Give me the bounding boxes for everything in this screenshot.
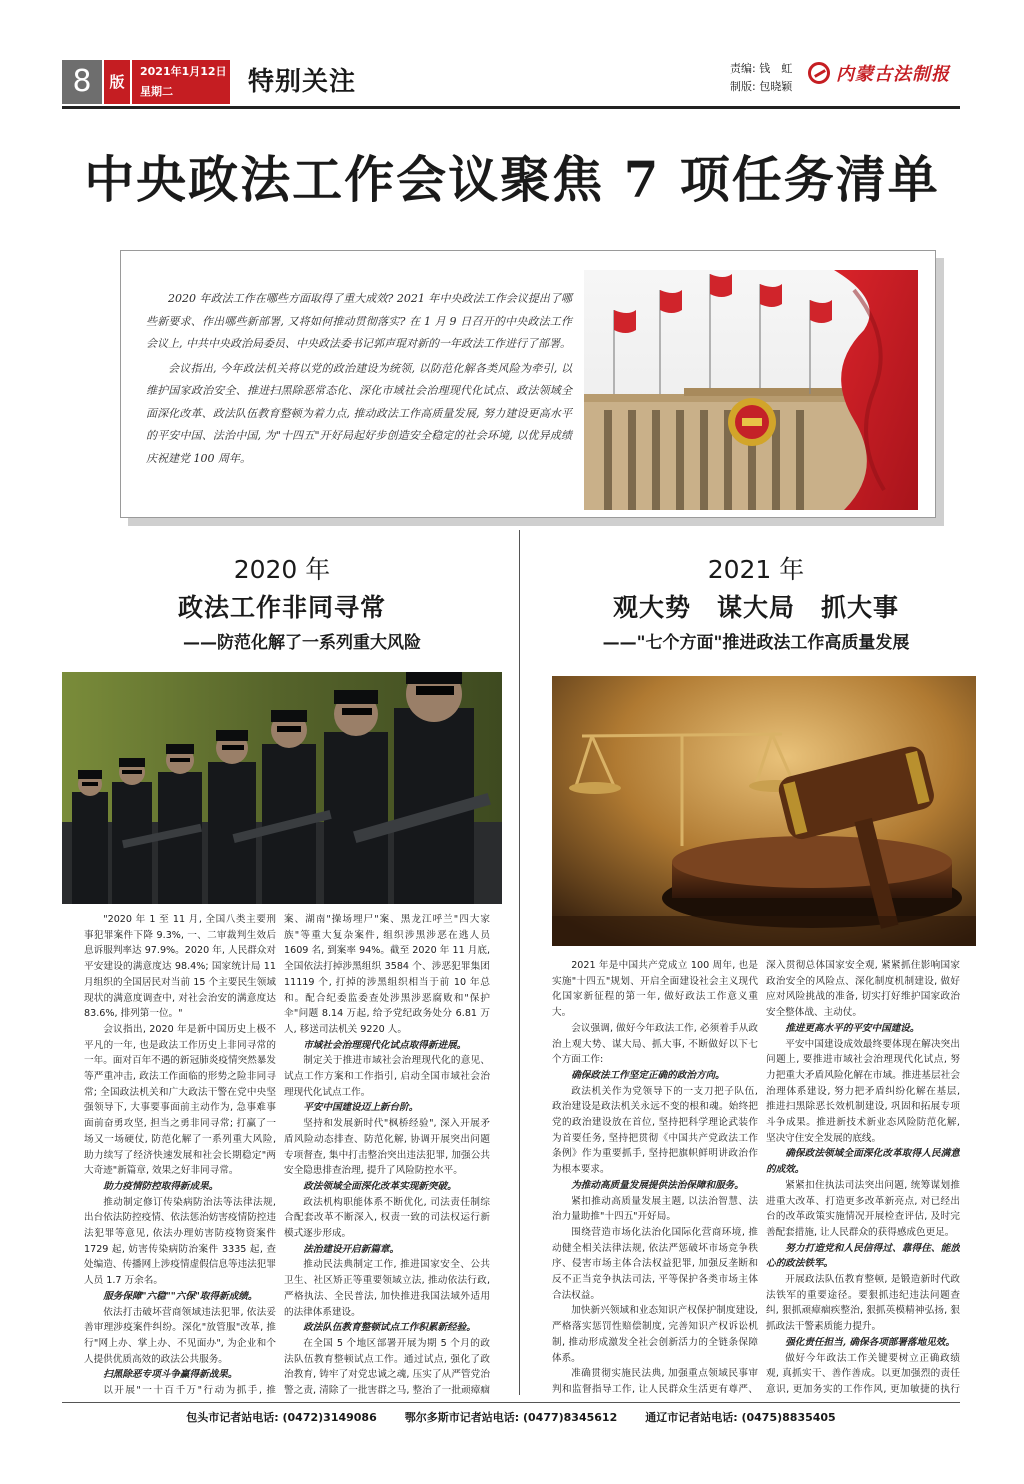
- left-section-head: [62, 552, 502, 658]
- body-paragraph: 推动民法典制定工作, 推进国家安全、公共卫生、社区矫正等重要领域立法, 推动依法行政, 严格执法、全民普法, 加快推进我国法域外适用的法律体系建设。: [284, 1259, 490, 1318]
- left-section-subtitle: ——防范化解了一系列重大风险: [183, 633, 421, 653]
- body-subhead: 强化责任担当, 确保各项部署落地见效。: [785, 1336, 955, 1348]
- left-body-col-1: [84, 912, 276, 1396]
- body-paragraph: 坚持和发展新时代"枫桥经验", 深入开展矛盾风险动态排查、防范化解, 协调开展突出问题专项督查, 集中打击整治突出违法犯罪, 加强公共安全隐患排查治理, 提升了风险防控水平。: [284, 1118, 490, 1177]
- body-paragraph: 案、湖南"操场埋尸"案、黑龙江呼兰"四大家族"等重大复杂案件, 组织涉黑涉恶在逃人员 1609 名, 到案率 94%。截至 2020 年 11 月底, 全国依法打掉涉黑组织 3584 个、涉恶犯罪集团 11119 个, 打掉的涉黑组织相当于前 10 年总和。配合纪委监委查处涉黑涉恶腐败和"保护伞"问题 8.14 万起, 给予党纪政务处分 6.81 万人, 移送司法机关 9220 人。: [284, 914, 490, 1035]
- left-section-year: 2020 年: [233, 555, 331, 584]
- date-box: [132, 60, 230, 104]
- body-paragraph: 政法机构职能体系不断优化, 司法责任制综合配套改革不断深入, 权责一致的司法权运行新模式逐步形成。: [284, 1196, 490, 1240]
- body-paragraph: 准确贯彻实施民法典, 加强重点领域民事审判和监督指导工作, 让人民群众生活更有尊严、: [552, 1368, 758, 1395]
- body-subhead: 法治建设开启新篇章。: [303, 1243, 400, 1255]
- body-subhead: 为推动高质量发展提供法治保障和服务。: [571, 1179, 744, 1191]
- body-subhead: 努力打造党和人民信得过、靠得住、能放心的政法铁军。: [766, 1242, 960, 1270]
- body-subhead: 服务保障"六稳""六保"取得新成绩。: [103, 1290, 258, 1302]
- body-paragraph: 在全国 5 个地区部署开展为期 5 个月的政法队伍教育整顿试点工作。通过试点, 强化了政治教育, 铸牢了对党忠诚之魂, 压实了从严管党治警之责, 清除了一批害群之马, 整治了一批顽瘴痼: [284, 1337, 490, 1396]
- left-body-col-2: [284, 912, 490, 1396]
- column-divider: [519, 530, 520, 1395]
- body-paragraph: 推动制定修订传染病防治法等法律法规, 出台依法防控疫情、依法惩治妨害疫情防控违法犯罪等意见, 依法办理妨害防疫物资案件 1729 起, 妨害传染病防治案件 3335 起, 查处编造、传播网上涉疫情虚假信息等违法犯罪人员 1.7 万余名。: [84, 1196, 276, 1287]
- body-paragraph: 平安中国建设成效最终要体现在解决突出问题上, 要推进市域社会治理现代化试点, 努力把重大矛盾风险化解在市域。推进基层社会治理体系建设, 努力把矛盾纠纷化解在基层, 推进扫黑除恶长效机制建设, 巩固和拓展专项斗争成果。推进新技术新业态风险防范化解, 坚决守住安全发展的底线。: [766, 1038, 960, 1144]
- footer-contact-tongliao: 通辽市记者站电话: (0475)8835405: [645, 1411, 836, 1424]
- lead-text: [146, 288, 572, 470]
- issue-weekday: 星期二: [140, 85, 173, 98]
- body-paragraph: 依法打击破坏营商领域违法犯罪, 依法妥善审理涉疫案件纠纷。深化"放管服"改革, 推行"网上办、掌上办、不见面办", 为企业和个人提供优质高效的政法公共服务。: [84, 1306, 276, 1365]
- gavel-photo: [552, 676, 976, 946]
- body-paragraph: 做好今年政法工作关键要树立正确政绩观, 真抓实干、善作善成。以更加强烈的责任意识, 更加务实的工作作风, 更加敏捷的执行: [766, 1352, 960, 1395]
- footer-contact-baotou: 包头市记者站电话: (0472)3149086: [186, 1411, 377, 1424]
- section-title: 特别关注: [248, 67, 357, 97]
- footer-contact-ordos: 鄂尔多斯市记者站电话: (0477)8345612: [404, 1411, 618, 1424]
- gavel-image: [552, 676, 976, 946]
- footer-rule: [62, 1402, 960, 1403]
- body-paragraph: 会议强调, 做好今年政法工作, 必须着手从政治上观大势、谋大局、抓大事, 不断做好以下七个方面工作:: [552, 1022, 758, 1066]
- page-suffix: 版: [104, 60, 130, 104]
- right-section-head: [536, 552, 976, 658]
- headline: 中央政法工作会议聚焦 7 项任务清单: [84, 150, 940, 209]
- body-paragraph: 2021 年是中国共产党成立 100 周年, 也是实施"十四五"规划、开启全面建设社会主义现代化国家新征程的第一年, 做好政法工作意义重大。: [552, 960, 758, 1019]
- editor-name: 责编: 钱 虹: [730, 62, 793, 75]
- issue-date: 2021年1月12日: [140, 65, 227, 78]
- lead-paragraph: 会议指出, 今年政法机关将以党的政治建设为统领, 以防范化解各类风险为牵引, 以维护国家政治安全、推进扫黑除恶常态化、深化市域社会治理现代化试点、政法领域全面深化改革、政法队伍教育整顿为着力点, 推动政法工作高质量发展, 努力建设更高水平的平安中国、法治中国, 为"十四五"开好局起好步创造安全稳定的社会环境, 以优异成绩庆祝建党 100 周年。: [146, 361, 572, 465]
- editor-credits: [730, 60, 792, 96]
- right-section-subtitle: ——"七个方面"推进政法工作高质量发展: [602, 633, 910, 653]
- footer-contacts: [62, 1408, 960, 1428]
- body-subhead: 扫黑除恶专项斗争赢得新战果。: [103, 1369, 238, 1381]
- body-subhead: 政法队伍教育整顿试点工作积累新经验。: [303, 1322, 476, 1334]
- body-subhead: 助力疫情防控取得新成果。: [103, 1180, 219, 1192]
- police-image: [62, 672, 502, 904]
- great-hall-photo: [584, 270, 918, 510]
- body-paragraph: 深入贯彻总体国家安全观, 紧紧抓住影响国家政治安全的风险点、深化制度机制建设, 做好应对风险挑战的准备, 切实打好维护国家政治安全整体战、主动仗。: [766, 960, 960, 1019]
- body-paragraph: 以开展"一十百千万"行动为抓手, 推: [103, 1385, 276, 1396]
- right-body-col-2: [766, 958, 960, 1398]
- body-subhead: 政法领域全面深化改革实现新突破。: [303, 1180, 457, 1192]
- body-paragraph: 会议指出, 2020 年是新中国历史上极不平凡的一年, 也是政法工作历史上非同寻常的一年。面对百年不遇的新冠肺炎疫情突然暴发等严重冲击, 政法工作面临的形势之险非同寻常; 全国政法机关和广大政法干警在党中央坚强领导下, 大事要事面前主动作为, 急事难事面前奋勇攻坚, 担当之勇非同寻常; 打赢了一场又一场硬仗, 防范化解了一系列重大风险, 助力续写了经济快速发展和社会长期稳定"两大奇迹"新篇章, 效果之好非同寻常。: [84, 1023, 276, 1177]
- body-subhead: 确保政法工作坚定正确的政治方向。: [571, 1069, 725, 1081]
- paper-logo: [808, 60, 950, 86]
- body-paragraph: 政法机关作为党领导下的一支刀把子队伍, 政治建设是政法机关永远不变的根和魂。始终把党的政治建设放在首位, 坚持把科学理论武装作为首要任务, 坚持把贯彻《中国共产党政法工作条例》作为重要抓手, 坚持把旗帜鲜明讲政治作为根本要求。: [552, 1085, 758, 1176]
- body-paragraph: "2020 年 1 至 11 月, 全国八类主要刑事犯罪案件下降 9.3%, 一、二审裁判生效后息诉服判率达 97.9%。2020 年, 人民群众对平安建设的满意度达 98.4%; 国家统计局 11 月组织的全国居民对当前 15 个主要民生领域现状的满意度调查中, 对社会治安的满意度达 83.6%, 排列第一位。": [84, 914, 276, 1020]
- producer-name: 制版: 包晓颖: [730, 80, 793, 93]
- police-photo: [62, 672, 502, 904]
- page-number: 8: [62, 60, 102, 104]
- body-subhead: 推进更高水平的平安中国建设。: [785, 1022, 920, 1034]
- body-paragraph: 加快新兴领域和业态知识产权保护制度建设, 严格落实惩罚性赔偿制度, 完善知识产权诉讼机制, 推动形成激发全社会创新活力的全链条保障体系。: [552, 1305, 758, 1364]
- masthead-rule: [62, 106, 960, 109]
- left-section-title: 政法工作非同寻常: [177, 593, 386, 622]
- right-section-year: 2021 年: [707, 555, 805, 584]
- body-paragraph: 围绕营造市场化法治化国际化营商环境, 推动健全相关法律法规, 依法严惩破坏市场竞争秩序、侵害市场主体合法权益犯罪, 加强反垄断和反不正当竞争执法司法, 平等保护各类市场主体合法权益。: [552, 1226, 758, 1301]
- body-paragraph: 开展政法队伍教育整顿, 是锻造新时代政法铁军的重要途径。要狠抓违纪违法问题查纠, 狠抓顽瘴痼疾整治, 狠抓英模精神弘扬, 狠抓政法干警素质能力提升。: [766, 1274, 960, 1333]
- right-section-title: 观大势 谋大局 抓大事: [612, 593, 899, 622]
- body-subhead: 确保政法领域全面深化改革取得人民满意的成效。: [766, 1148, 960, 1176]
- body-subhead: 市域社会治理现代化试点取得新进展。: [303, 1039, 467, 1051]
- paper-logo-icon: [808, 62, 830, 84]
- lead-paragraph: 2020 年政法工作在哪些方面取得了重大成效? 2021 年中央政法工作会议提出了哪些新要求、作出哪些新部署, 又将如何推动贯彻落实? 在 1 月 9 日召开的中央政法工作会议上, 中共中央政治局委员、中央政法委书记郭声琨对新的一年政法工作进行了部署。: [146, 292, 572, 350]
- body-subhead: 平安中国建设迈上新台阶。: [303, 1102, 419, 1114]
- body-paragraph: 紧紧扣住执法司法突出问题, 统筹谋划推进重大改革、打造更多改革新亮点, 对已经出台的改革政策实施情况开展检查评估, 及时完善配套措施, 让人民群众的获得感成色更足。: [766, 1179, 960, 1238]
- great-hall-image: [584, 270, 918, 510]
- right-body-col-1: [552, 958, 758, 1398]
- body-paragraph: 紧扣推动高质量发展主题, 以法治智慧、法治力量助推"十四五"开好局。: [552, 1195, 758, 1223]
- paper-name: 内蒙古法制报: [836, 64, 950, 85]
- body-paragraph: 制定关于推进市域社会治理现代化的意见、试点工作方案和工作指引, 启动全国市域社会治理现代化试点工作。: [284, 1055, 490, 1098]
